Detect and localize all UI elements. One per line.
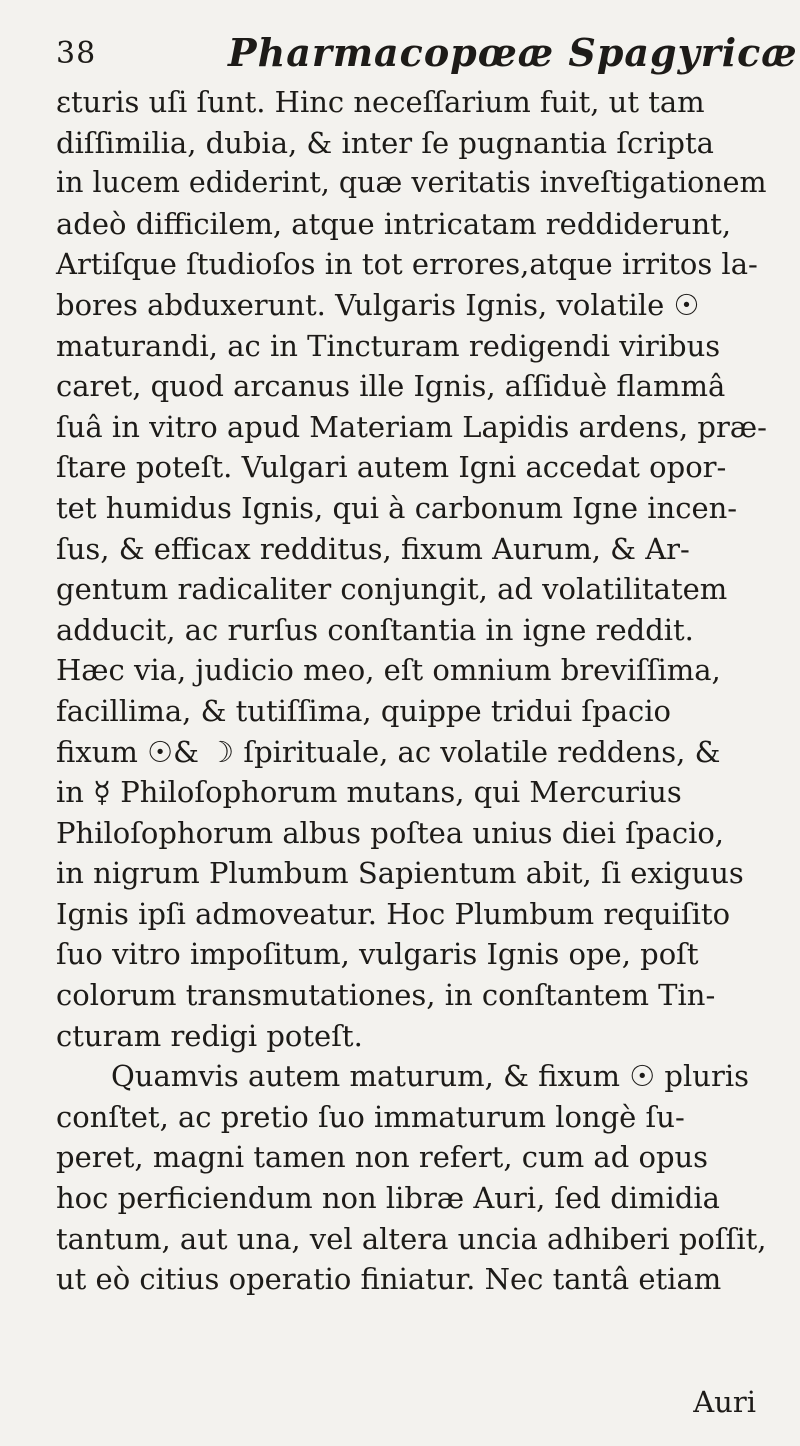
text-line: facillima, & tutiſſima, quippe tridui ſpacio	[56, 693, 671, 728]
text-line: gentum radicaliter conjungit, ad volatilitatem	[56, 572, 728, 607]
running-title: Pharmacopœæ Spagyricæ	[228, 30, 798, 75]
catchword: Auri	[693, 1385, 756, 1419]
text-line: cturam redigi poteſt.	[56, 1018, 363, 1053]
text-line: ſus, & efficax redditus, fixum Aurum, & Ar-	[56, 531, 690, 566]
text-line: ſuâ in vitro apud Materiam Lapidis ardens, præ-	[56, 409, 767, 444]
text-line: colorum transmutationes, in conſtantem Tin-	[56, 978, 716, 1013]
text-line: ɛturis uſi ſunt. Hinc neceſſarium fuit, ut tam	[56, 85, 705, 119]
text-line: conſtet, ac pretio ſuo immaturum longè ſu-	[56, 1099, 685, 1134]
text-line: tet humidus Ignis, qui à carbonum Igne incen-	[56, 490, 738, 525]
text-line: peret, magni tamen non refert, cum ad opus	[56, 1140, 709, 1175]
text-line: hoc perficiendum non libræ Auri, ſed dimidia	[56, 1181, 720, 1216]
text-line: ut eò citius operatio finiatur. Nec tantâ etiam	[56, 1262, 722, 1297]
text-line: Philoſophorum albus poſtea unius diei ſpacio,	[56, 815, 725, 850]
text-line: Ignis ipſi admoveatur. Hoc Plumbum requiſito	[56, 896, 731, 931]
text-line: Quamvis autem maturum, & fixum ☉ pluris	[111, 1059, 749, 1094]
text-line: ſtare poteſt. Vulgari autem Igni accedat opor-	[56, 450, 727, 485]
text-line: Hæc via, judicio meo, eſt omnium breviſſima,	[56, 653, 721, 688]
text-line: in nigrum Plumbum Sapientum abit, ſi exiguus	[56, 856, 744, 891]
text-line: ſuo vitro impoſitum, vulgaris Ignis ope, poſt	[56, 937, 699, 972]
text-line: in ☿ Philoſophorum mutans, qui Mercurius	[56, 775, 682, 810]
page-header	[56, 30, 798, 86]
text-line: Artiſque ſtudioſos in tot errores,atque irritos la-	[56, 247, 758, 282]
body-text	[56, 82, 766, 1300]
text-line: in lucem ediderint, quæ veritatis inveſtigationem	[56, 166, 767, 200]
page-number: 38	[56, 36, 97, 71]
text-line: adducit, ac rurſus conſtantia in igne reddit.	[56, 612, 694, 647]
text-line: adeò difficilem, atque intricatam reddiderunt,	[56, 206, 732, 241]
text-line: tantum, aut una, vel altera uncia adhiberi poſſit,	[56, 1221, 767, 1256]
text-line: bores abduxerunt. Vulgaris Ignis, volatile ☉	[56, 287, 700, 322]
text-line: diſſimilia, dubia, & inter ſe pugnantia ſcripta	[56, 125, 714, 160]
text-line: caret, quod arcanus ille Ignis, aſſiduè flammâ	[56, 369, 726, 404]
text-line: maturandi, ac in Tincturam redigendi viribus	[56, 328, 721, 363]
text-line: fixum ☉& ☽ ſpirituale, ac volatile reddens, &	[56, 734, 721, 769]
